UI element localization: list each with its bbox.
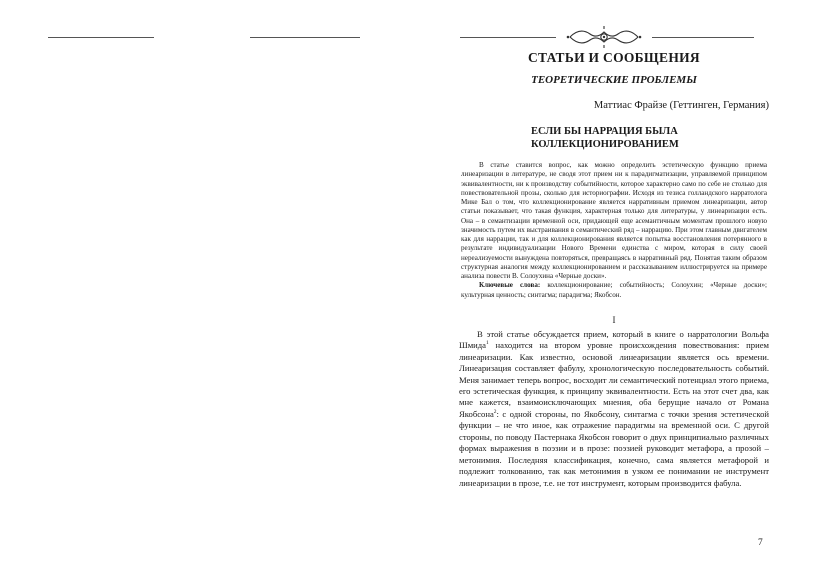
body-text-part: В этой статье обсуждается прием, который в книге о нарратологии Вольфа Шмида: [459, 328, 769, 351]
body-paragraph: [459, 329, 769, 489]
header-rule-right: [460, 37, 556, 38]
keywords-text: коллекционирование; событийность; Солоухин; «Черные доски»; культурная ценность; синтагма; парадигма; Якобсон.: [461, 281, 768, 299]
ornament-icon: [566, 24, 642, 50]
abstract-text: В статье ставится вопрос, как можно определить эстетическую функцию приема линеаризации в литературе, не сводя этот прием ни к парадигматизации, управляемой принципом эквивалентности, ни к производству событийности, которое характерно само по себе не столько для повествовательной прозы, сколько для историографии. Исходя из тезиса голландского нарратолога Мике Бал о том, что коллекционирование является нарративным приемом линеаризации, автор статьи показывает, что такая функция, характерная только для литературы, у линеаризации есть. Она – в семантизации временной оси, придающей еще асемантичным моментам прошлого новую значимость путем их выстраивания в семантический ряд – наррацию. При этом главным двигателем как для наррации, так и для коллекционирования является попытка восстановления потерянного в результате индивидуализации Нового Времени единства с миром, которая в силу своей нереализуемости вынуждена повторяться, превращаясь в нарративный ряд. Понятая таким образом структурная аналогия между коллекционированием и рассказыванием иллюстрируется на примере анализа повести В. Солоухина «Черные доски».: [461, 161, 767, 280]
section-number: I: [612, 314, 616, 325]
header-rule-left: [250, 37, 360, 38]
article-title: [459, 125, 706, 151]
subsection-title: ТЕОРЕТИЧЕСКИЕ ПРОБЛЕМЫ: [531, 74, 697, 86]
body-text-part: находится на втором уровне происхождения повествования: прием линеаризации. Как известно, основой линеаризации является ось времени. Линеаризация составляет фабулу, хронологическую последовательность событий. Меня занимает теперь вопрос, восходит ли семантический потенциал этого приема, его эстетическая функция, к принципу эквивалентности. Есть на этот счет два, как мне кажется, взаимоисключающих мнения, оба берущие начало от Романа Якобсона: [459, 340, 769, 419]
body-text: [459, 329, 769, 489]
author-line: Маттиас Фрайзе (Геттинген, Германия): [593, 100, 769, 111]
footnote-ref[interactable]: 1: [486, 340, 489, 347]
article-title-line: КОЛЛЕКЦИОНИРОВАНИЕМ: [531, 139, 679, 150]
page-number: 7: [758, 538, 763, 548]
keywords-label: Ключевые слова:: [479, 281, 541, 290]
body-text-part: : с одной стороны, по Якобсону, синтагма с точки зрения эстетической функции – не что иное, как отражение парадигмы на временной оси. С другой стороны, по поводу Пастернака Якобсон говорит о двух принципиально различных формах выражения в поэзии и в прозе: поэзией руководит метафора, а прозой – метонимия. Последняя классификация, конечно, сама является метафорой и подлежит толкованию, так как метонимия в узком ее понимании не инструмент линеаризации в прозе, т.е. не тот инструмент, которым производится фабула.: [459, 408, 769, 488]
keywords: [461, 281, 767, 300]
article-page: [459, 50, 769, 489]
abstract: [459, 161, 769, 300]
section-title: СТАТЬИ И СООБЩЕНИЯ: [528, 50, 700, 65]
footnote-ref[interactable]: 2: [493, 409, 497, 416]
header-rule-left: [48, 37, 154, 38]
article-title-line: ЕСЛИ БЫ НАРРАЦИЯ БЫЛА: [531, 126, 678, 137]
header-rule-right: [652, 37, 754, 38]
